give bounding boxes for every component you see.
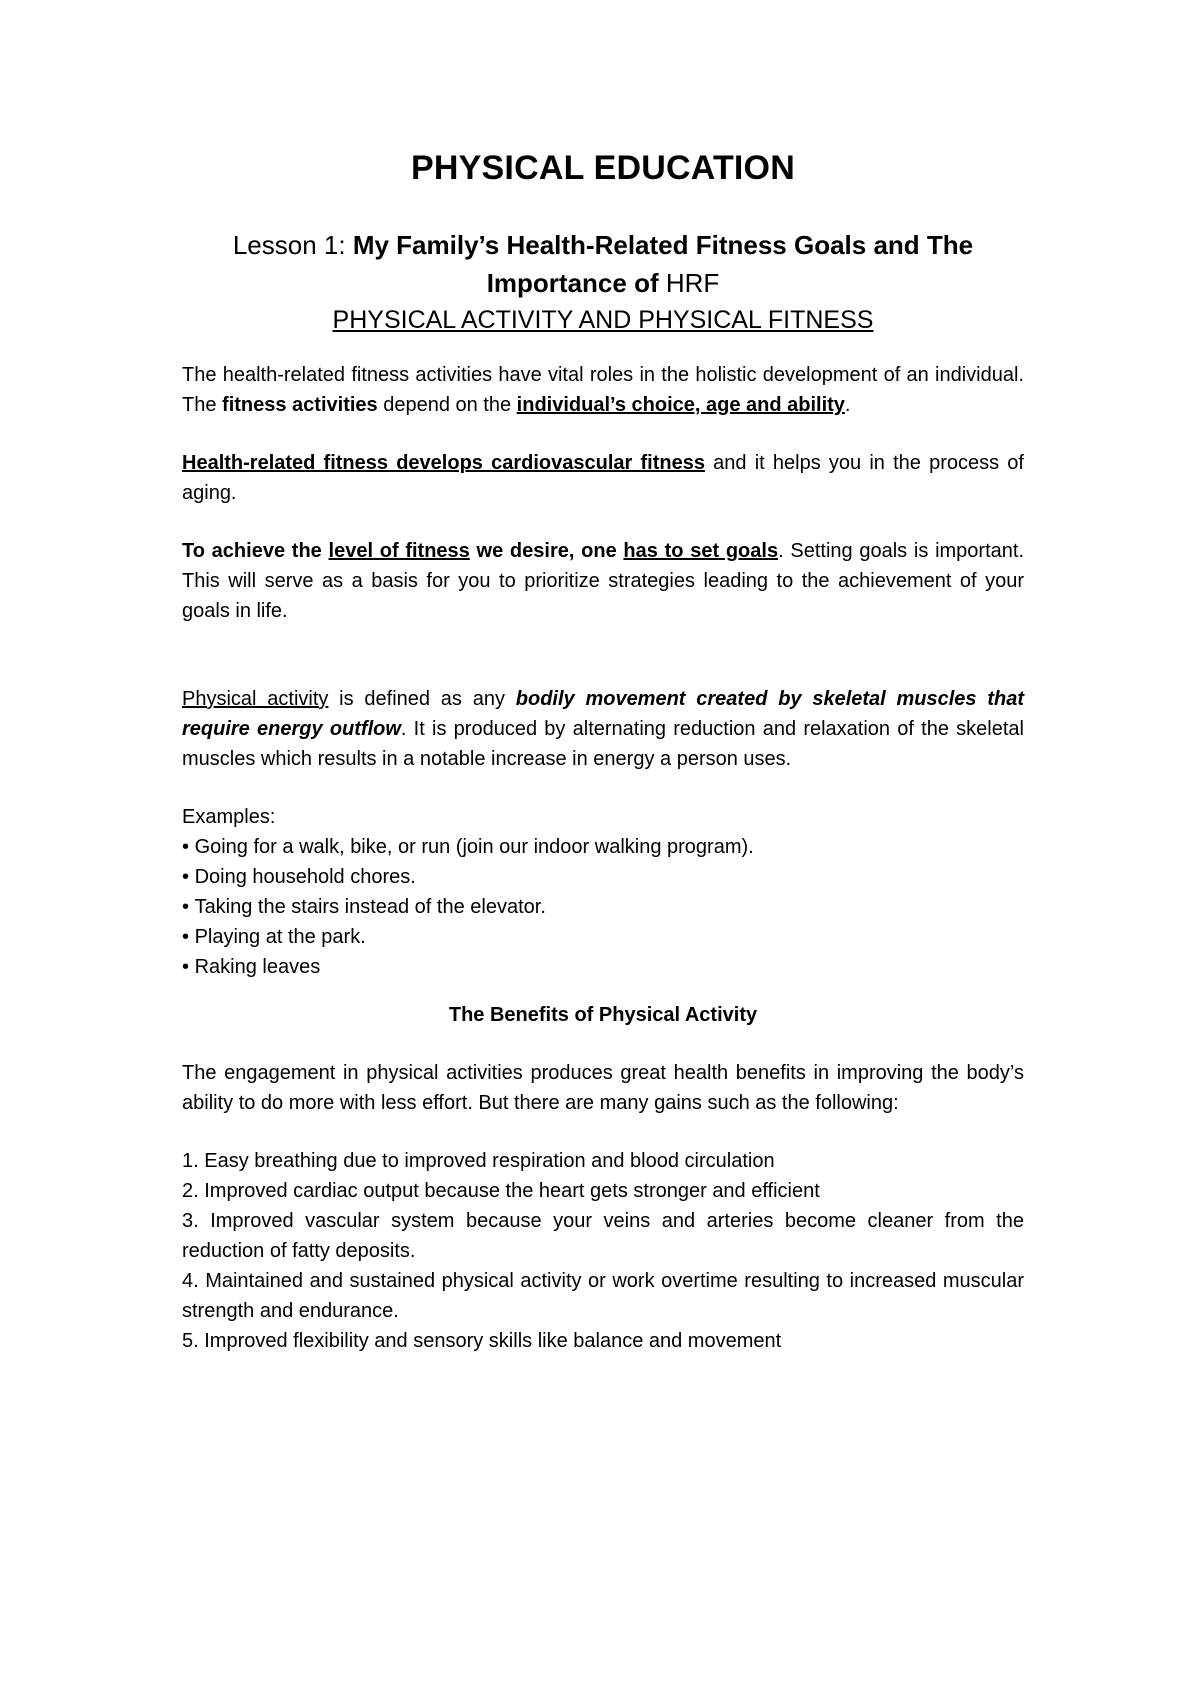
page-title: PHYSICAL EDUCATION <box>411 149 795 187</box>
text-run: is defined as any <box>328 688 516 710</box>
list-item: 5. Improved flexibility and sensory skills like balance and movement <box>182 1330 782 1352</box>
lesson-prefix: Lesson 1: <box>232 230 353 260</box>
lesson-title: My Family’s Health-Related Fitness Goals and The Importance of <box>352 230 974 298</box>
list-item: 1. Easy breathing due to improved respiration and blood circulation <box>182 1150 775 1172</box>
benefits-list <box>182 1146 1024 1356</box>
benefits-intro: The engagement in physical activities produces great health benefits in improving the body’s ability to do more with less effort. But there are many gains such as the following: <box>182 1062 1024 1114</box>
lesson-suffix: HRF <box>658 268 720 298</box>
list-item: • Taking the stairs instead of the elevator. <box>182 892 1024 922</box>
list-item: • Doing household chores. <box>182 862 1024 892</box>
text-run: . Setting goals is important. This will serve as a basis for you to prioritize strategies leading to the achievement of your goals in life. <box>182 540 1024 622</box>
text-run: . It is produced by alternating reduction and relaxation of the skeletal muscles which results in a notable increase in energy a person uses. <box>182 718 1024 770</box>
bold-italic-text: bodily movement created by skeletal muscles that require energy outflow <box>182 688 1024 740</box>
bold-underlined-text: has to set goals <box>623 540 779 562</box>
list-item: 3. Improved vascular system because your veins and arteries become cleaner from the reduction of fatty deposits. <box>182 1210 1024 1262</box>
bold-underlined-text: level of fitness <box>328 540 470 562</box>
paragraph-definition <box>182 684 1024 774</box>
list-item: • Going for a walk, bike, or run (join our indoor walking program). <box>182 832 1024 862</box>
list-item: • Raking leaves <box>182 952 1024 982</box>
list-item: 2. Improved cardiac output because the heart gets stronger and efficient <box>182 1180 820 1202</box>
paragraph-goals <box>182 536 1024 626</box>
bold-underlined-text: Health-related fitness develops cardiovascular fitness <box>182 452 705 474</box>
underlined-text: Physical activity <box>182 688 329 710</box>
list-item: 4. Maintained and sustained physical activity or work overtime resulting to increased muscular strength and endurance. <box>182 1270 1024 1322</box>
bold-text: To achieve the <box>182 540 329 562</box>
bold-text: fitness activities <box>222 394 378 416</box>
text-run: and it helps you in the process of aging. <box>182 452 1024 504</box>
paragraph-intro <box>182 360 1024 420</box>
document-content <box>182 146 1024 1356</box>
examples-list <box>182 832 1024 982</box>
text-run: . <box>844 394 851 416</box>
text-run: The health-related fitness activities have vital roles in the holistic development of an individual. The <box>182 364 1024 416</box>
list-item: • Playing at the park. <box>182 922 1024 952</box>
text-run: depend on the <box>377 394 517 416</box>
paragraph-cardio <box>182 448 1024 508</box>
bold-text: we desire, one <box>469 540 624 562</box>
section-subtitle: PHYSICAL ACTIVITY AND PHYSICAL FITNESS <box>332 306 874 334</box>
benefits-heading: The Benefits of Physical Activity <box>448 1004 758 1026</box>
examples-label: Examples: <box>182 806 276 828</box>
lesson-heading <box>182 226 1024 302</box>
bold-underlined-text: individual’s choice, age and ability <box>516 394 845 416</box>
examples-block <box>182 802 1024 982</box>
